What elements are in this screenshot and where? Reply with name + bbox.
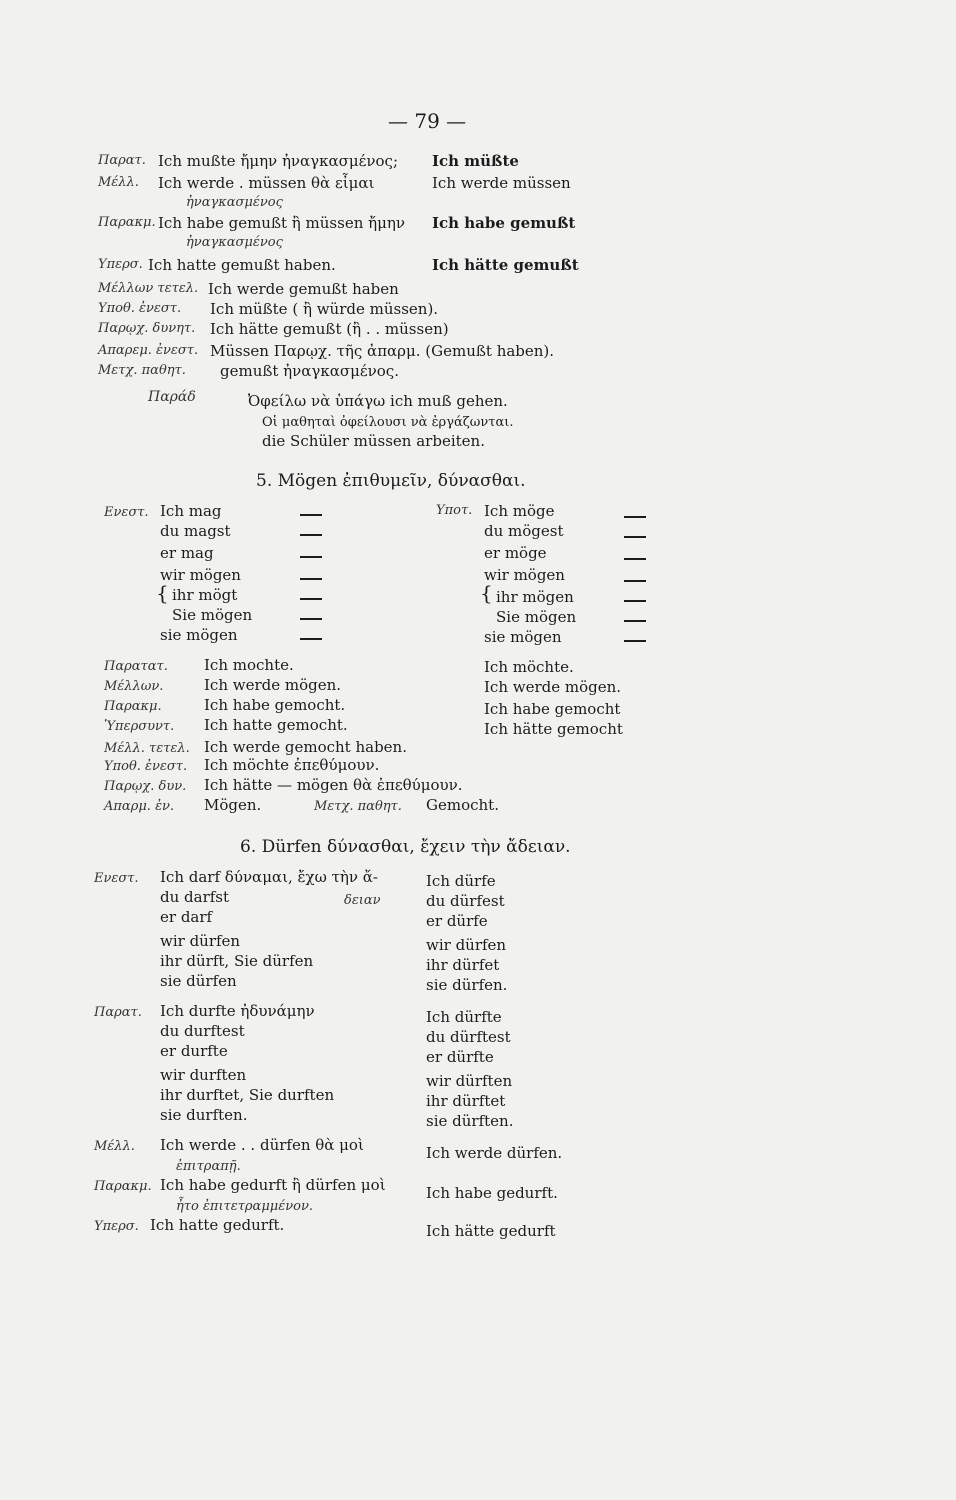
conjugation-line: Ich mochte.	[204, 656, 294, 674]
conjugation-form: sie dürfen	[160, 972, 237, 990]
tense-label: Παρῳχ. δυν.	[104, 779, 187, 794]
conjugation-right: Ich möchte.	[484, 658, 574, 676]
conjugation-form: ihr durftet, Sie durften	[160, 1086, 335, 1104]
conjugation-form: ihr dürft, Sie dürfen	[160, 952, 314, 970]
conjugation-line: Ich hatte gemocht.	[204, 716, 348, 734]
conjugation-form: Ich darf δύναμαι, ἔχω τὴν ἄ-	[160, 868, 378, 886]
conjugation-right: Ich müßte	[432, 152, 519, 170]
conjugation-form: sie mögen	[160, 626, 238, 644]
dash	[624, 536, 646, 538]
conjugation-form: Sie mögen	[496, 608, 577, 626]
tense-label: Παρακμ.	[104, 699, 162, 714]
tense-label: Υπερσ.	[94, 1219, 139, 1234]
note: δειαν	[344, 893, 381, 908]
dash	[300, 556, 322, 558]
mood-label: Ενεστ.	[94, 871, 139, 886]
conjugation-form: er dürfte	[426, 1048, 494, 1066]
conjugation-continuation: ἦτο ἐπιτετραμμένον.	[176, 1199, 313, 1214]
mood-label: Ενεστ.	[104, 505, 149, 520]
conjugation-line: Ich mußte ἤμην ἠναγκασμένος;	[158, 152, 399, 170]
dash	[300, 618, 322, 620]
conjugation-form: er darf	[160, 908, 213, 926]
conjugation-line: Müssen Παρῳχ. τῆς ἀπαρμ. (Gemußt haben).	[210, 342, 555, 360]
conjugation-line: Ich hätte gemußt (ἢ . . müssen)	[210, 320, 449, 338]
conjugation-form: ihr mögt	[172, 586, 238, 604]
dash	[300, 578, 322, 580]
tense-label: Μέλλ.	[98, 175, 139, 190]
conjugation-form: er dürfe	[426, 912, 488, 930]
conjugation-line: Ich hätte — mögen θὰ ἐπεθύμουν.	[204, 776, 463, 794]
conjugation-continuation: ἠναγκασμένος	[186, 235, 283, 250]
conjugation-line: Ich hatte gedurft.	[150, 1216, 285, 1234]
dash	[624, 580, 646, 582]
conjugation-form: Ich dürfte	[426, 1008, 502, 1026]
tense-label: Παρατατ.	[104, 659, 168, 674]
conjugation-right: Ich werde mögen.	[484, 678, 622, 696]
conjugation-form: du dürftest	[426, 1028, 511, 1046]
conjugation-line: Ich werde . . dürfen θὰ μοὶ	[160, 1136, 364, 1154]
brace: {	[156, 581, 169, 605]
dash	[300, 514, 322, 516]
tense-label: Υποθ. ἐνεστ.	[98, 301, 182, 316]
conjugation-line: Ich hatte gemußt haben.	[148, 256, 336, 274]
conjugation-form: du darfst	[160, 888, 230, 906]
conjugation-form: sie dürfen.	[426, 976, 508, 994]
tense-label: Παρακμ.	[98, 215, 156, 230]
conjugation-form: er mag	[160, 544, 214, 562]
conjugation-line: Ich habe gemußt ἢ müssen ἤμην	[158, 214, 405, 232]
conjugation-right: Ich werde dürfen.	[426, 1144, 563, 1162]
tense-label: Παρῳχ. δυνητ.	[98, 321, 196, 336]
conjugation-right: Ich werde müssen	[432, 174, 571, 192]
section-heading: 6. Dürfen δύνασθαι, ἔχειν τὴν ἄδειαν.	[240, 837, 571, 857]
dash	[624, 640, 646, 642]
conjugation-right: Ich habe gemocht	[484, 700, 621, 718]
dash	[300, 598, 322, 600]
conjugation-form: er durfte	[160, 1042, 228, 1060]
conjugation-form: ihr mögen	[496, 588, 574, 606]
conjugation-line: gemußt ἠναγκασμένος.	[220, 362, 399, 380]
conjugation-form: wir dürfen	[160, 932, 241, 950]
tense-label: Μέλλων.	[104, 679, 164, 694]
conjugation-form: Ich durfte ἠδυνάμην	[160, 1002, 315, 1020]
dash	[624, 516, 646, 518]
tense-label: Απαρεμ. ἐνεστ.	[98, 343, 199, 358]
dash	[624, 558, 646, 560]
dash	[300, 534, 322, 536]
conjugation-form: ihr dürfet	[426, 956, 500, 974]
conjugation-form: du durftest	[160, 1022, 245, 1040]
conjugation-continuation: ἐπιτραπῇ.	[176, 1159, 241, 1174]
tense-label: Ὑπερσυντ.	[104, 719, 175, 734]
conjugation-form: du dürfest	[426, 892, 505, 910]
conjugation-form: du mögest	[484, 522, 564, 540]
conjugation-continuation: ἠναγκασμένος	[186, 195, 283, 210]
conjugation-form: sie dürften.	[426, 1112, 514, 1130]
conjugation-line: Gemocht.	[426, 796, 499, 814]
tense-label: Υπερσ.	[98, 257, 143, 272]
section-heading: 5. Mögen ἐπιθυμεῖν, δύνασθαι.	[256, 471, 526, 491]
dash	[624, 620, 646, 622]
conjugation-form: wir durften	[160, 1066, 247, 1084]
conjugation-right: Ich hätte gedurft	[426, 1222, 556, 1240]
conjugation-line: Ich werde . müssen θὰ εἶμαι	[158, 174, 375, 192]
tense-label: Μέλλ.	[94, 1139, 135, 1154]
tense-label: Μετχ. παθητ.	[314, 799, 402, 814]
conjugation-right: Ich habe gemußt	[432, 214, 576, 232]
brace: {	[480, 581, 493, 605]
conjugation-right: Ich habe gedurft.	[426, 1184, 558, 1202]
example-line: die Schüler müssen arbeiten.	[262, 432, 485, 450]
dash	[624, 600, 646, 602]
mood-label: Παρατ.	[94, 1005, 142, 1020]
conjugation-form: Ich möge	[484, 502, 555, 520]
conjugation-line: Ich müßte ( ἢ würde müssen).	[210, 300, 439, 318]
conjugation-line: Ich habe gemocht.	[204, 696, 346, 714]
conjugation-form: er möge	[484, 544, 547, 562]
example-label: Παράδ	[148, 389, 196, 405]
conjugation-form: wir mögen	[484, 566, 565, 584]
conjugation-line: Ich werde gemußt haben	[208, 280, 399, 298]
conjugation-line: Ich möchte ἐπεθύμουν.	[204, 756, 380, 774]
conjugation-form: sie durften.	[160, 1106, 248, 1124]
conjugation-form: Sie mögen	[172, 606, 253, 624]
mood-label: Υποτ.	[436, 503, 473, 518]
conjugation-right: Ich hätte gemußt	[432, 256, 579, 274]
conjugation-line: Ich habe gedurft ἢ dürfen μοὶ	[160, 1176, 386, 1194]
tense-label: Απαρμ. ἐν.	[104, 799, 175, 814]
tense-label: Μετχ. παθητ.	[98, 363, 186, 378]
example-line: Οἱ μαθηταὶ ὀφείλουσι νὰ ἐργάζωνται.	[262, 415, 514, 430]
conjugation-form: wir dürften	[426, 1072, 513, 1090]
tense-label: Υποθ. ἐνεστ.	[104, 759, 188, 774]
example-line: Ὀφείλω νὰ ὑπάγω ich muß gehen.	[248, 392, 508, 410]
conjugation-form: Ich dürfe	[426, 872, 496, 890]
conjugation-form: ihr dürftet	[426, 1092, 506, 1110]
tense-label: Παρατ.	[98, 153, 146, 168]
tense-label: Μέλλ. τετελ.	[104, 741, 190, 756]
conjugation-form: Ich mag	[160, 502, 222, 520]
conjugation-line: Mögen.	[204, 796, 262, 814]
conjugation-form: wir dürfen	[426, 936, 507, 954]
page-number: — 79 —	[388, 109, 467, 133]
tense-label: Μέλλων τετελ.	[98, 281, 199, 296]
conjugation-form: sie mögen	[484, 628, 562, 646]
conjugation-line: Ich werde gemocht haben.	[204, 738, 407, 756]
dash	[300, 638, 322, 640]
tense-label: Παρακμ.	[94, 1179, 152, 1194]
conjugation-form: du magst	[160, 522, 231, 540]
conjugation-right: Ich hätte gemocht	[484, 720, 623, 738]
conjugation-form: wir mögen	[160, 566, 241, 584]
conjugation-line: Ich werde mögen.	[204, 676, 342, 694]
